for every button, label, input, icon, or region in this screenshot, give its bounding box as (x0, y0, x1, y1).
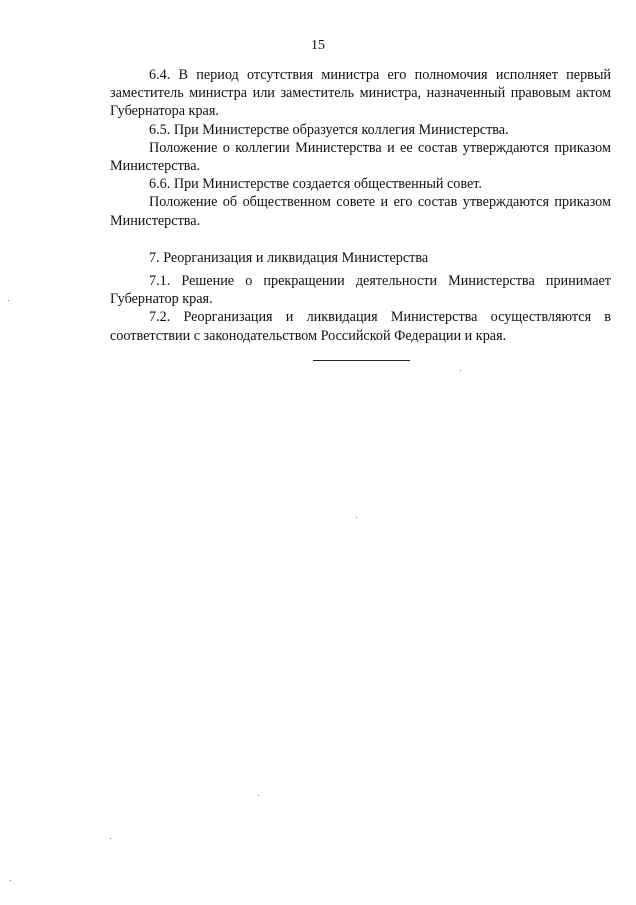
page-number: 15 (311, 38, 325, 53)
paragraph-6-4: 6.4. В период отсутствия министра его полномочия исполняет первый заместитель министра или заместитель министра, назначенный правовым актом Губернатора края. (110, 67, 611, 120)
paragraph-6-5: 6.5. При Министерстве образуется коллегия Министерства. (149, 121, 509, 138)
section-7-heading: 7. Реорганизация и ликвидация Министерства (149, 249, 429, 266)
scan-speck (110, 838, 111, 839)
scan-speck (258, 795, 259, 796)
paragraph-6-6: 6.6. При Министерстве создается общественный совет. (149, 176, 482, 193)
paragraph-7-2: 7.2. Реорганизация и ликвидация Министерства осуществляются в соответствии с законодательством Российской Федерации и края. (110, 309, 611, 344)
paragraph-public-council-regulation: Положение об общественном совете и его состав утверждаются приказом Министерства. (110, 194, 611, 229)
paragraph-7-1: 7.1. Решение о прекращении деятельности Министерства принимает Губернатор края. (110, 273, 611, 308)
scan-speck (460, 370, 461, 371)
paragraph-collegium-regulation: Положение о коллегии Министерства и ее состав утверждаются приказом Министерства. (110, 139, 611, 175)
scan-speck (10, 880, 11, 881)
end-of-text-rule (313, 360, 410, 361)
scan-speck (8, 300, 9, 301)
scan-speck (356, 517, 357, 518)
document-body (110, 66, 611, 345)
